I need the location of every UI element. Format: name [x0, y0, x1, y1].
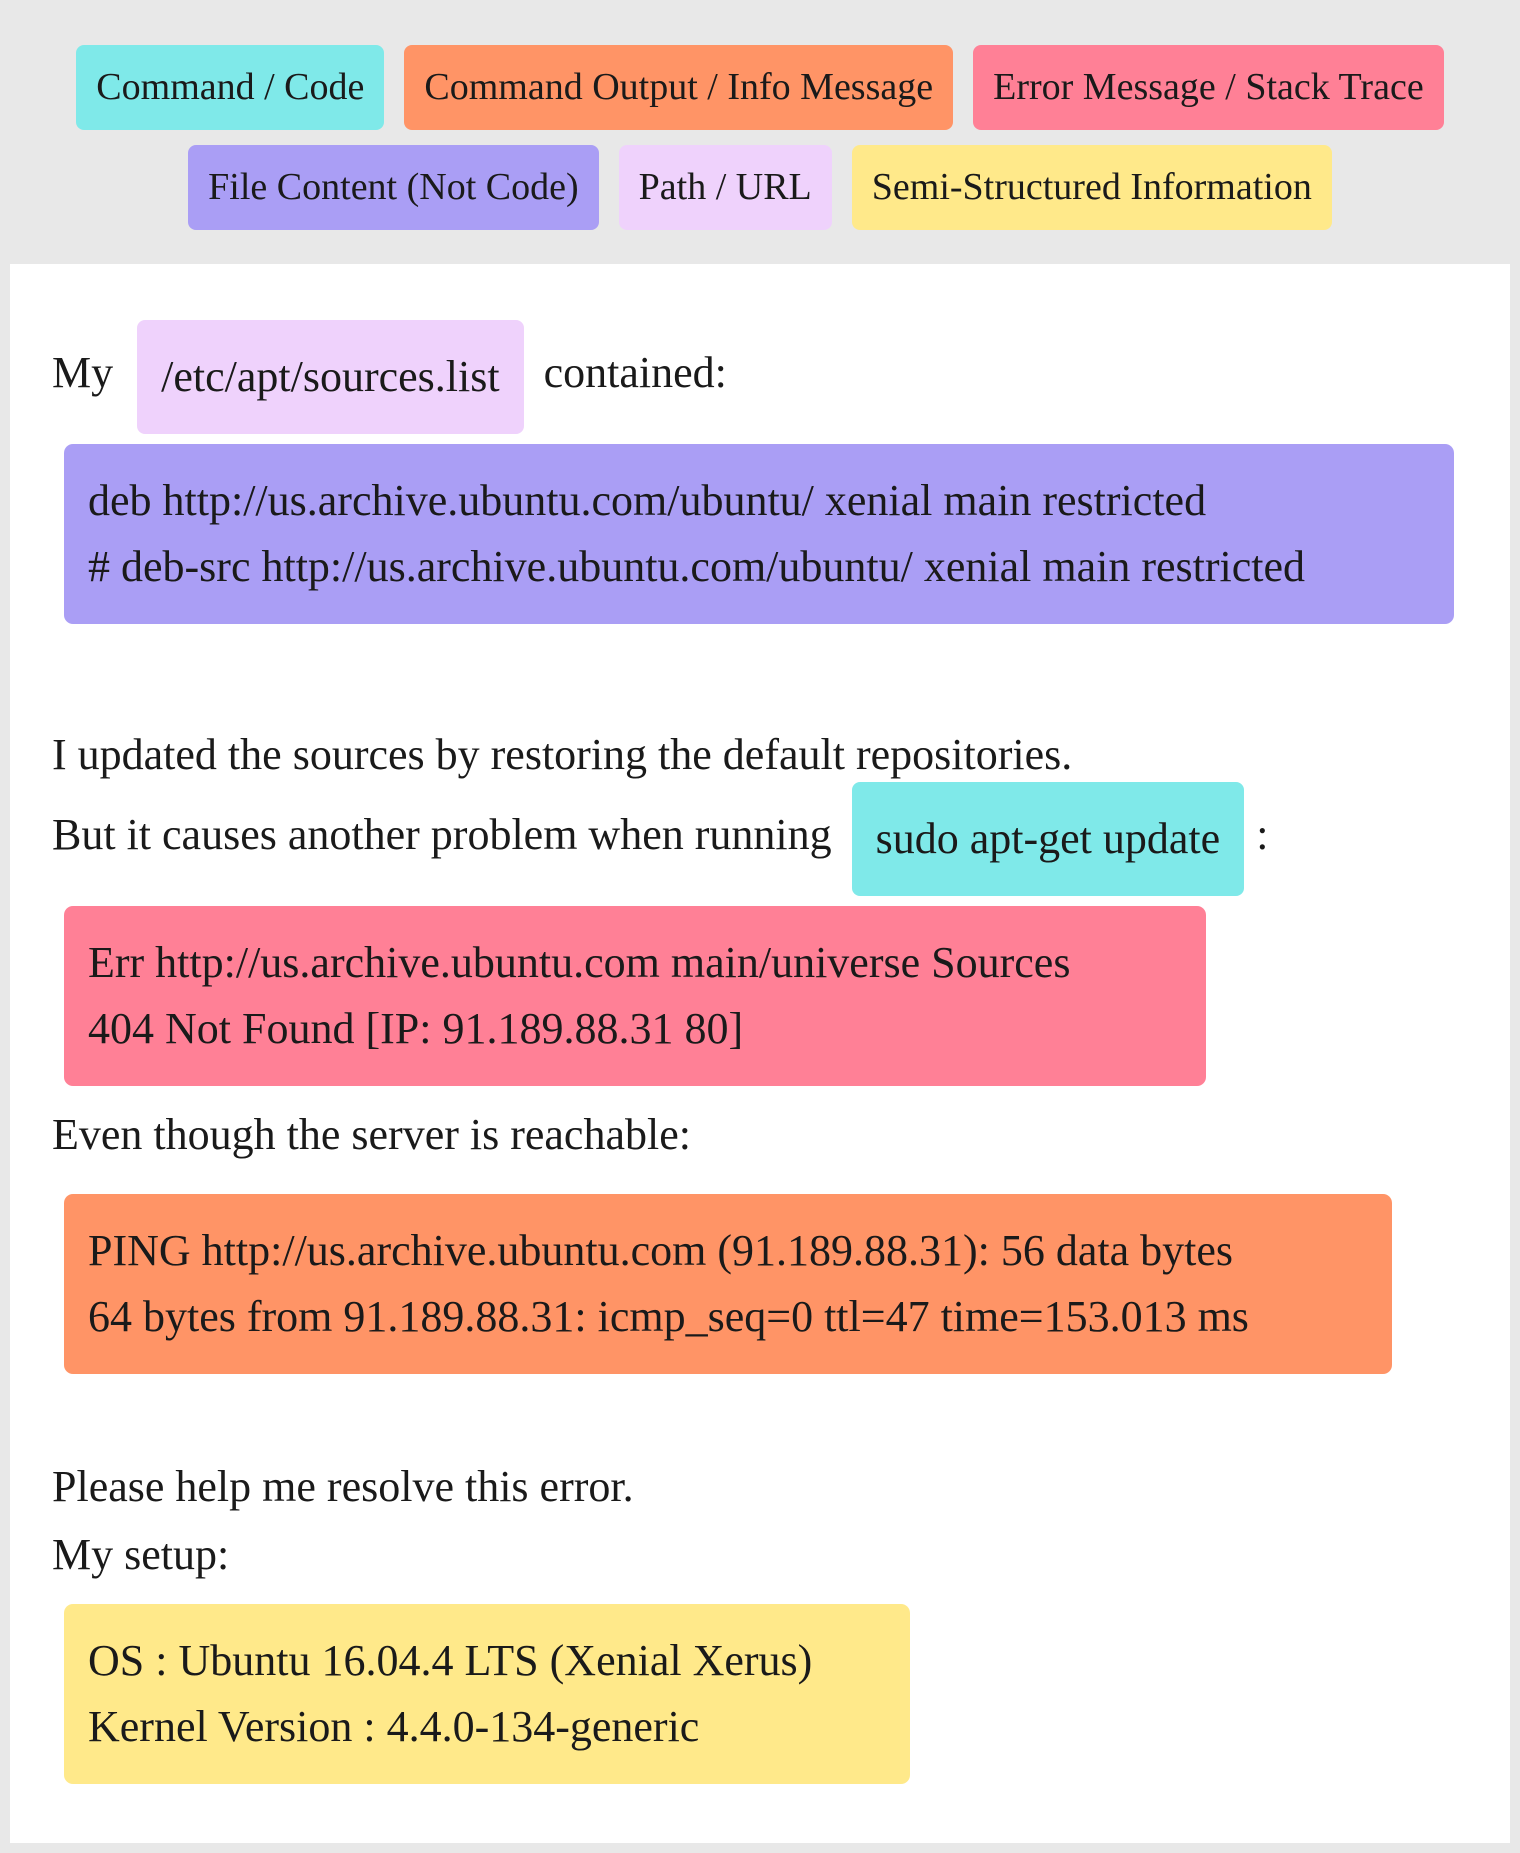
legend-file-content: File Content (Not Code) [188, 145, 598, 230]
p1-before: My [52, 348, 114, 397]
setup-line: OS : Ubuntu 16.04.4 LTS (Xenial Xerus) [88, 1636, 813, 1685]
legend-semi-structured: Semi-Structured Information [852, 145, 1332, 230]
legend-command-output: Command Output / Info Message [404, 45, 953, 130]
p3-after: : [1256, 810, 1269, 859]
error-message-block [64, 906, 1206, 1086]
legend-row-2 [0, 145, 1520, 230]
legend [0, 0, 1520, 264]
paragraph-sources [52, 316, 727, 430]
output-line: 64 bytes from 91.189.88.31: icmp_seq=0 ttl=47 time=153.013 ms [88, 1292, 1249, 1341]
paragraph-setup-label: My setup: [52, 1530, 230, 1579]
file-line: deb http://us.archive.ubuntu.com/ubuntu/ xenial main restricted [88, 476, 1207, 525]
command-output-block [64, 1194, 1392, 1374]
paragraph-help: Please help me resolve this error. [52, 1462, 634, 1511]
error-line: Err http://us.archive.ubuntu.com main/universe Sources [88, 938, 1071, 987]
file-content-block [64, 444, 1454, 624]
legend-command-code: Command / Code [76, 45, 384, 130]
p3-before: But it causes another problem when running [52, 810, 832, 859]
setup-line: Kernel Version : 4.4.0-134-generic [88, 1702, 700, 1751]
paragraph-problem [52, 778, 1268, 892]
paragraph-reachable: Even though the server is reachable: [52, 1110, 691, 1159]
apt-get-update-command: sudo apt-get update [852, 782, 1245, 896]
file-line: # deb-src http://us.archive.ubuntu.com/ubuntu/ xenial main restricted [88, 542, 1306, 591]
sources-list-path: /etc/apt/sources.list [137, 320, 523, 434]
error-line: 404 Not Found [IP: 91.189.88.31 80] [88, 1004, 744, 1053]
p1-after: contained: [543, 348, 727, 397]
legend-path-url: Path / URL [619, 145, 832, 230]
output-line: PING http://us.archive.ubuntu.com (91.189.88.31): 56 data bytes [88, 1226, 1234, 1275]
legend-error-message: Error Message / Stack Trace [973, 45, 1444, 130]
content-panel [10, 264, 1510, 1843]
legend-row-1 [0, 45, 1520, 130]
paragraph-updated: I updated the sources by restoring the default repositories. [52, 730, 1073, 779]
setup-info-block [64, 1604, 910, 1784]
